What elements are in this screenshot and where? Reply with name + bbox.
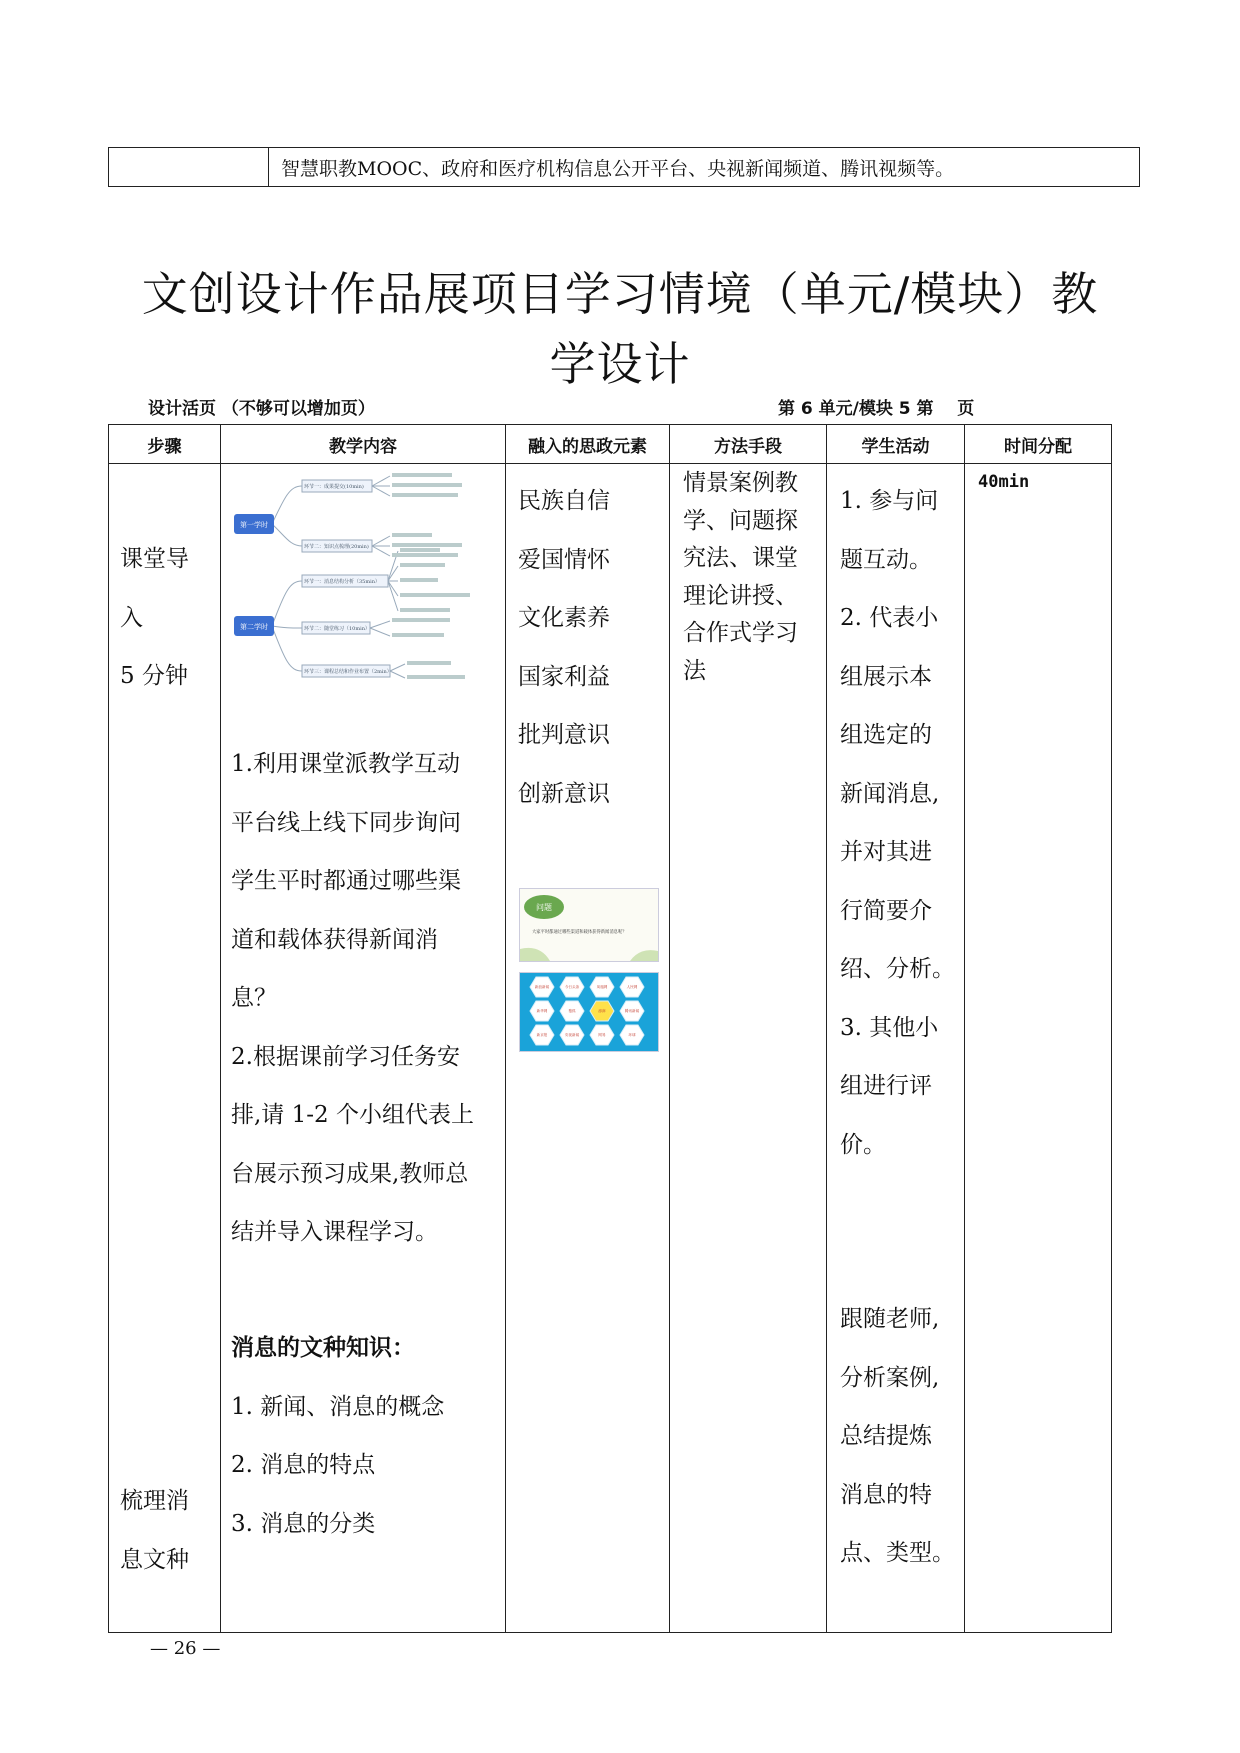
content-line: 1.利用课堂派教学互动 (231, 751, 460, 777)
logo-label: 新华网 (536, 1009, 548, 1013)
content-line: 排,请 1-2 个小组代表上 (231, 1102, 474, 1128)
logo-label: 人民网 (626, 985, 638, 989)
header-method: 方法手段 (670, 425, 827, 464)
time-value: 40min (978, 472, 1030, 492)
student-line: 行简要介 (840, 897, 932, 924)
student-line: 绍、分析。 (840, 956, 955, 982)
method-line: 法 (683, 657, 706, 684)
step-1-line: 5 分钟 (120, 663, 188, 689)
logo-label: 环球 (628, 1033, 636, 1037)
content-line: 结并导入课程学习。 (231, 1219, 438, 1245)
student-line: 消息的特 (840, 1481, 932, 1508)
ideology-list (518, 472, 610, 823)
mindmap-image (230, 456, 500, 716)
time-cell (965, 464, 1112, 1633)
method-line: 合作式学习 (683, 620, 798, 646)
question-slide-text: 大家平时都通过哪些渠道和载体获得新闻消息呢？ (532, 930, 627, 935)
ideology-item: 爱国情怀 (518, 546, 610, 573)
student-activity-2 (840, 1290, 955, 1583)
subheader-right: 第 6 单元/模块 5 第 页 (778, 399, 975, 419)
logo-label: 央视新闻 (564, 1033, 580, 1037)
resources-table (108, 147, 1140, 187)
mindmap-root-1-label: 第一学时 (240, 521, 268, 529)
header-ideology: 融入的思政元素 (506, 425, 670, 464)
question-slide-image (519, 888, 659, 962)
knowledge-title: 消息的文种知识： (231, 1335, 415, 1361)
page-number: — 26 — (150, 1638, 221, 1659)
logo-label: 今日头条 (564, 985, 580, 989)
student-line: 总结提炼 (840, 1423, 932, 1449)
step-2-line: 梳理消 (120, 1488, 189, 1514)
knowledge-block (231, 1319, 444, 1553)
student-line: 组进行评 (840, 1073, 932, 1099)
logo-label: 凤凰网 (596, 985, 608, 989)
step-2-text (120, 1472, 189, 1589)
student-line: 并对其进 (840, 839, 932, 865)
content-line: 道和载体获得新闻消 (231, 926, 438, 953)
student-line: 新闻消息, (840, 780, 940, 807)
ideology-item: 民族自信 (518, 488, 610, 514)
subheader-left: 设计活页 （不够可以增加页） (148, 399, 375, 419)
student-line: 3. 其他小 (840, 1014, 939, 1041)
knowledge-item: 3. 消息的分类 (231, 1510, 376, 1537)
page-title-line2: 学设计 (549, 337, 691, 391)
mindmap-branch-2: 环节二：知识点梳理(20min) (304, 544, 369, 550)
logo-label: 澎湃 (598, 1009, 606, 1013)
ideology-item: 国家利益 (518, 663, 610, 690)
resources-label-cell (109, 148, 269, 187)
knowledge-item: 1. 新闻、消息的概念 (231, 1393, 445, 1420)
step-1-line: 课堂导 (120, 546, 189, 572)
logo-label: 网易 (598, 1033, 606, 1037)
method-line: 学、问题探 (683, 507, 798, 534)
student-line: 2. 代表小 (840, 605, 939, 631)
student-activity-1 (840, 472, 955, 1174)
news-logos-image (519, 972, 659, 1052)
mindmap-branch-1: 环节一：成果提交(10min) (304, 484, 364, 490)
header-content: 教学内容 (221, 425, 506, 464)
content-line: 2.根据课前学习任务安 (231, 1043, 460, 1070)
logo-label: 腾讯新闻 (624, 1009, 640, 1013)
student-line: 1. 参与问 (840, 488, 939, 514)
logo-label: 新京报 (536, 1033, 548, 1037)
content-para-1 (231, 735, 474, 1262)
logo-label: 搜狐 (568, 1009, 576, 1013)
student-line: 价。 (840, 1131, 886, 1158)
content-line: 台展示预习成果,教师总 (231, 1160, 469, 1187)
step-1-line: 入 (120, 604, 143, 631)
student-line: 点、类型。 (840, 1540, 955, 1566)
step-1-text (120, 530, 189, 706)
knowledge-item: 2. 消息的特点 (231, 1452, 376, 1478)
content-line: 平台线上线下同步询问 (231, 809, 461, 836)
mindmap-root-2-label: 第二学时 (240, 623, 268, 631)
page-title-line1: 文创设计作品展项目学习情境（单元/模块）教 (141, 267, 1099, 321)
ideology-item: 批判意识 (518, 722, 610, 748)
content-line: 息？ (231, 985, 277, 1011)
method-line: 情景案例教 (683, 470, 798, 496)
ideology-item: 创新意识 (518, 780, 610, 807)
method-list (683, 465, 798, 690)
student-line: 分析案例, (840, 1364, 940, 1391)
header-time: 时间分配 (965, 425, 1112, 464)
question-badge-label: 问题 (536, 903, 552, 912)
step-2-line: 息文种 (120, 1546, 189, 1573)
resources-text: 智慧职教MOOC、政府和医疗机构信息公开平台、央视新闻频道、腾讯视频等。 (269, 148, 1140, 187)
header-student: 学生活动 (827, 425, 965, 464)
method-line: 究法、课堂 (683, 545, 798, 571)
content-line: 学生平时都通过哪些渠 (231, 868, 461, 894)
header-step: 步骤 (109, 425, 221, 464)
ideology-item: 文化素养 (518, 605, 610, 631)
method-line: 理论讲授、 (683, 582, 798, 609)
mindmap-branch-3: 环节一：消息结构分析（35min） (304, 579, 380, 585)
mindmap-branch-5: 环节三：课程总结和作业布置（2min） (304, 669, 392, 675)
student-line: 组选定的 (840, 722, 932, 748)
student-line: 跟随老师, (840, 1306, 940, 1332)
student-line: 题互动。 (840, 546, 932, 573)
logo-label: 新浪新闻 (534, 985, 550, 989)
mindmap-branch-4: 环节二：随堂练习（10min） (304, 626, 370, 632)
student-line: 组展示本 (840, 663, 932, 690)
